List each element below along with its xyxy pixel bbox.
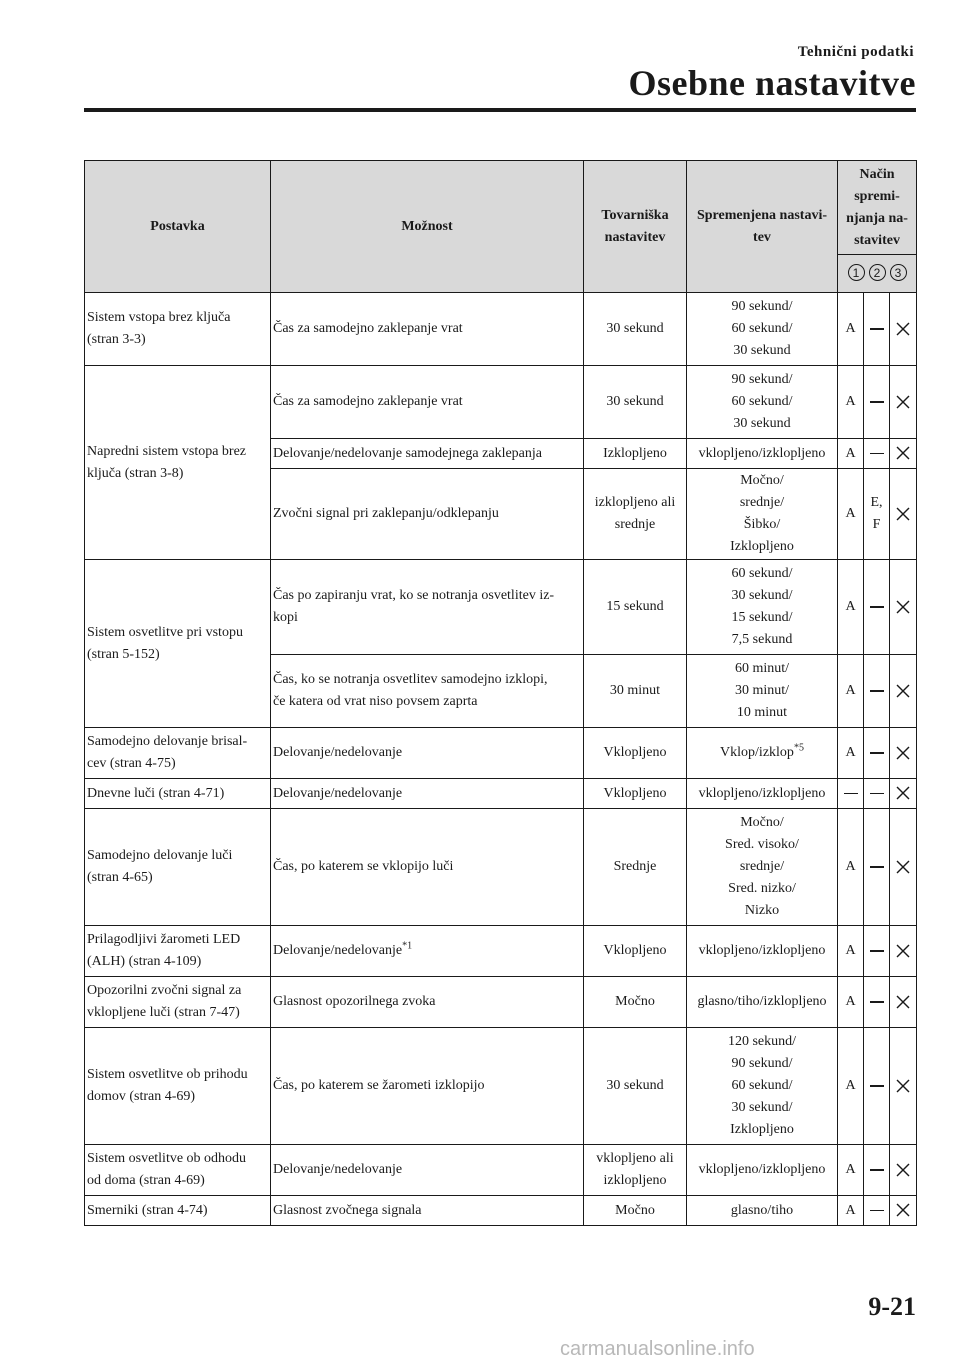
not-applicable-dash-icon bbox=[864, 655, 890, 728]
not-applicable-dash-icon bbox=[838, 779, 864, 809]
not-available-cross-icon bbox=[890, 809, 917, 926]
table-row bbox=[85, 809, 917, 926]
not-applicable-dash-icon bbox=[864, 1028, 890, 1145]
changed-setting-cell: vklopljeno/izklopljeno bbox=[687, 1145, 838, 1196]
not-applicable-dash-icon bbox=[864, 560, 890, 655]
not-applicable-dash-icon bbox=[864, 1196, 890, 1226]
setting-item-cell: Sistem vstopa brez ključa (stran 3-3) bbox=[85, 293, 271, 366]
setting-item-cell: Sistem osvetlitve ob odhodu od doma (stran 4-69) bbox=[85, 1145, 271, 1196]
cross-icon bbox=[896, 746, 910, 760]
option-cell: Delovanje/nedelovanje bbox=[271, 728, 584, 779]
header-factory: Tovarniška nastavitev bbox=[584, 161, 687, 293]
option-cell: Delovanje/nedelovanje bbox=[271, 1145, 584, 1196]
section-label: Tehnični podatki bbox=[797, 44, 914, 60]
setting-item-cell: Smerniki (stran 4-74) bbox=[85, 1196, 271, 1226]
method-value: A bbox=[838, 560, 864, 655]
cross-icon bbox=[896, 860, 910, 874]
changed-setting-cell: 120 sekund/ 90 sekund/ 60 sekund/ 30 sekund/ Izklopljeno bbox=[687, 1028, 838, 1145]
dash-icon bbox=[870, 690, 884, 692]
option-cell: Delovanje/nedelovanje$^{*1}$ bbox=[271, 926, 584, 977]
changed-setting-cell: glasno/tiho bbox=[687, 1196, 838, 1226]
title-rule bbox=[84, 108, 916, 112]
factory-setting-cell: 30 sekund bbox=[584, 293, 687, 366]
not-available-cross-icon bbox=[890, 977, 917, 1028]
setting-item-cell: Opozorilni zvočni signal za vklopljene luči (stran 7-47) bbox=[85, 977, 271, 1028]
not-applicable-dash-icon bbox=[864, 366, 890, 439]
cross-icon bbox=[896, 1079, 910, 1093]
factory-setting-cell: Izklopljeno bbox=[584, 439, 687, 469]
method-value: A bbox=[838, 926, 864, 977]
setting-item-cell: Sistem osvetlitve ob prihodu domov (stran 4-69) bbox=[85, 1028, 271, 1145]
changed-setting-cell: vklopljeno/izklopljeno bbox=[687, 926, 838, 977]
cross-icon bbox=[896, 507, 910, 521]
cross-icon bbox=[896, 1163, 910, 1177]
changed-setting-cell: Vklop/izklop$^{*5}$ bbox=[687, 728, 838, 779]
factory-setting-cell: Vklopljeno bbox=[584, 779, 687, 809]
method-2-badge: 2 bbox=[869, 264, 886, 281]
method-3-badge: 3 bbox=[890, 264, 907, 281]
not-available-cross-icon bbox=[890, 926, 917, 977]
cross-icon bbox=[896, 600, 910, 614]
changed-setting-cell: vklopljeno/izklopljeno bbox=[687, 439, 838, 469]
option-cell: Čas, ko se notranja osvetlitev samodejno izklopi, če katera od vrat niso povsem zaprta bbox=[271, 655, 584, 728]
dash-icon bbox=[870, 606, 884, 608]
cross-icon bbox=[896, 995, 910, 1009]
factory-setting-cell: Vklopljeno bbox=[584, 926, 687, 977]
page-title: Osebne nastavitve bbox=[628, 63, 916, 103]
dash-icon bbox=[870, 1210, 884, 1212]
setting-item-cell: Sistem osvetlitve pri vstopu (stran 5-152) bbox=[85, 560, 271, 728]
not-available-cross-icon bbox=[890, 293, 917, 366]
option-cell: Čas za samodejno zaklepanje vrat bbox=[271, 293, 584, 366]
not-applicable-dash-icon bbox=[864, 977, 890, 1028]
header-method: Način spremi- njanja na- stavitev bbox=[838, 161, 917, 255]
option-cell: Zvočni signal pri zaklepanju/odklepanju bbox=[271, 469, 584, 560]
table-row bbox=[85, 1028, 917, 1145]
cross-icon bbox=[896, 395, 910, 409]
dash-icon bbox=[870, 793, 884, 795]
cross-icon bbox=[896, 1203, 910, 1217]
table-row bbox=[85, 1196, 917, 1226]
changed-setting-cell: 60 minut/ 30 minut/ 10 minut bbox=[687, 655, 838, 728]
dash-icon bbox=[870, 1001, 884, 1003]
method-value: A bbox=[838, 809, 864, 926]
method-value: A bbox=[838, 977, 864, 1028]
setting-item-cell: Napredni sistem vstopa brez ključa (stran 3-8) bbox=[85, 366, 271, 560]
not-available-cross-icon bbox=[890, 1028, 917, 1145]
changed-setting-cell: 60 sekund/ 30 sekund/ 15 sekund/ 7,5 sekund bbox=[687, 560, 838, 655]
option-cell: Čas, po katerem se žarometi izklopijo bbox=[271, 1028, 584, 1145]
option-cell: Čas, po katerem se vklopijo luči bbox=[271, 809, 584, 926]
not-available-cross-icon bbox=[890, 655, 917, 728]
changed-setting-cell: Močno/ Sred. visoko/ srednje/ Sred. nizko/ Nizko bbox=[687, 809, 838, 926]
header-changed: Spremenjena nastavi- tev bbox=[687, 161, 838, 293]
method-1-badge: 1 bbox=[848, 264, 865, 281]
cross-icon bbox=[896, 322, 910, 336]
not-available-cross-icon bbox=[890, 728, 917, 779]
changed-setting-cell: vklopljeno/izklopljeno bbox=[687, 779, 838, 809]
table-row bbox=[85, 728, 917, 779]
setting-item-cell: Prilagodljivi žarometi LED (ALH) (stran 4-109) bbox=[85, 926, 271, 977]
dash-icon bbox=[870, 453, 884, 455]
method-value: E, F bbox=[864, 469, 890, 560]
dash-icon bbox=[870, 401, 884, 403]
setting-item-cell: Samodejno delovanje brisal- cev (stran 4-75) bbox=[85, 728, 271, 779]
table-row bbox=[85, 1145, 917, 1196]
not-available-cross-icon bbox=[890, 560, 917, 655]
option-cell: Delovanje/nedelovanje bbox=[271, 779, 584, 809]
setting-item-cell: Dnevne luči (stran 4-71) bbox=[85, 779, 271, 809]
not-available-cross-icon bbox=[890, 469, 917, 560]
dash-icon bbox=[870, 950, 884, 952]
factory-setting-cell: Močno bbox=[584, 977, 687, 1028]
header-method-numbers bbox=[838, 255, 917, 293]
page-number: 9-21 bbox=[868, 1292, 916, 1321]
method-value: A bbox=[838, 439, 864, 469]
method-value: A bbox=[838, 728, 864, 779]
method-value: A bbox=[838, 1196, 864, 1226]
dash-icon bbox=[870, 1169, 884, 1171]
setting-item-cell: Samodejno delovanje luči (stran 4-65) bbox=[85, 809, 271, 926]
watermark: carmanualsonline.info bbox=[560, 1338, 755, 1360]
table-row bbox=[85, 366, 917, 439]
table-row bbox=[85, 926, 917, 977]
factory-setting-cell: Srednje bbox=[584, 809, 687, 926]
settings-table bbox=[84, 160, 917, 1226]
changed-setting-cell: 90 sekund/ 60 sekund/ 30 sekund bbox=[687, 366, 838, 439]
not-available-cross-icon bbox=[890, 366, 917, 439]
header-option: Možnost bbox=[271, 161, 584, 293]
factory-setting-cell: 30 sekund bbox=[584, 366, 687, 439]
changed-setting-cell: 90 sekund/ 60 sekund/ 30 sekund bbox=[687, 293, 838, 366]
factory-setting-cell: Vklopljeno bbox=[584, 728, 687, 779]
factory-setting-cell: 30 minut bbox=[584, 655, 687, 728]
not-applicable-dash-icon bbox=[864, 293, 890, 366]
changed-setting-cell: Močno/ srednje/ Šibko/ Izklopljeno bbox=[687, 469, 838, 560]
factory-setting-cell: 15 sekund bbox=[584, 560, 687, 655]
not-applicable-dash-icon bbox=[864, 1145, 890, 1196]
method-value: A bbox=[838, 293, 864, 366]
not-available-cross-icon bbox=[890, 439, 917, 469]
not-applicable-dash-icon bbox=[864, 728, 890, 779]
option-cell: Glasnost zvočnega signala bbox=[271, 1196, 584, 1226]
table-row bbox=[85, 560, 917, 655]
method-value: A bbox=[838, 469, 864, 560]
table-row bbox=[85, 293, 917, 366]
factory-setting-cell: 30 sekund bbox=[584, 1028, 687, 1145]
option-cell: Čas za samodejno zaklepanje vrat bbox=[271, 366, 584, 439]
cross-icon bbox=[896, 944, 910, 958]
method-value: A bbox=[838, 1145, 864, 1196]
dash-icon bbox=[870, 752, 884, 754]
header-item: Postavka bbox=[85, 161, 271, 293]
method-value: A bbox=[838, 1028, 864, 1145]
dash-icon bbox=[870, 866, 884, 868]
settings-table-body bbox=[85, 293, 917, 1226]
dash-icon bbox=[870, 328, 884, 330]
changed-setting-cell: glasno/tiho/izklopljeno bbox=[687, 977, 838, 1028]
not-available-cross-icon bbox=[890, 1196, 917, 1226]
not-available-cross-icon bbox=[890, 779, 917, 809]
cross-icon bbox=[896, 684, 910, 698]
factory-setting-cell: vklopljeno ali izklopljeno bbox=[584, 1145, 687, 1196]
not-applicable-dash-icon bbox=[864, 926, 890, 977]
footnote-marker: *5 bbox=[793, 742, 804, 754]
method-value: A bbox=[838, 366, 864, 439]
dash-icon bbox=[870, 1085, 884, 1087]
not-applicable-dash-icon bbox=[864, 779, 890, 809]
cross-icon bbox=[896, 786, 910, 800]
not-available-cross-icon bbox=[890, 1145, 917, 1196]
option-cell: Glasnost opozorilnega zvoka bbox=[271, 977, 584, 1028]
table-row bbox=[85, 779, 917, 809]
footnote-marker: *1 bbox=[402, 940, 413, 952]
method-value: A bbox=[838, 655, 864, 728]
option-cell: Delovanje/nedelovanje samodejnega zaklepanja bbox=[271, 439, 584, 469]
table-row bbox=[85, 977, 917, 1028]
not-applicable-dash-icon bbox=[864, 809, 890, 926]
factory-setting-cell: izklopljeno ali srednje bbox=[584, 469, 687, 560]
cross-icon bbox=[896, 446, 910, 460]
factory-setting-cell: Močno bbox=[584, 1196, 687, 1226]
option-cell: Čas po zapiranju vrat, ko se notranja osvetlitev iz- kopi bbox=[271, 560, 584, 655]
not-applicable-dash-icon bbox=[864, 439, 890, 469]
dash-icon bbox=[844, 793, 858, 795]
